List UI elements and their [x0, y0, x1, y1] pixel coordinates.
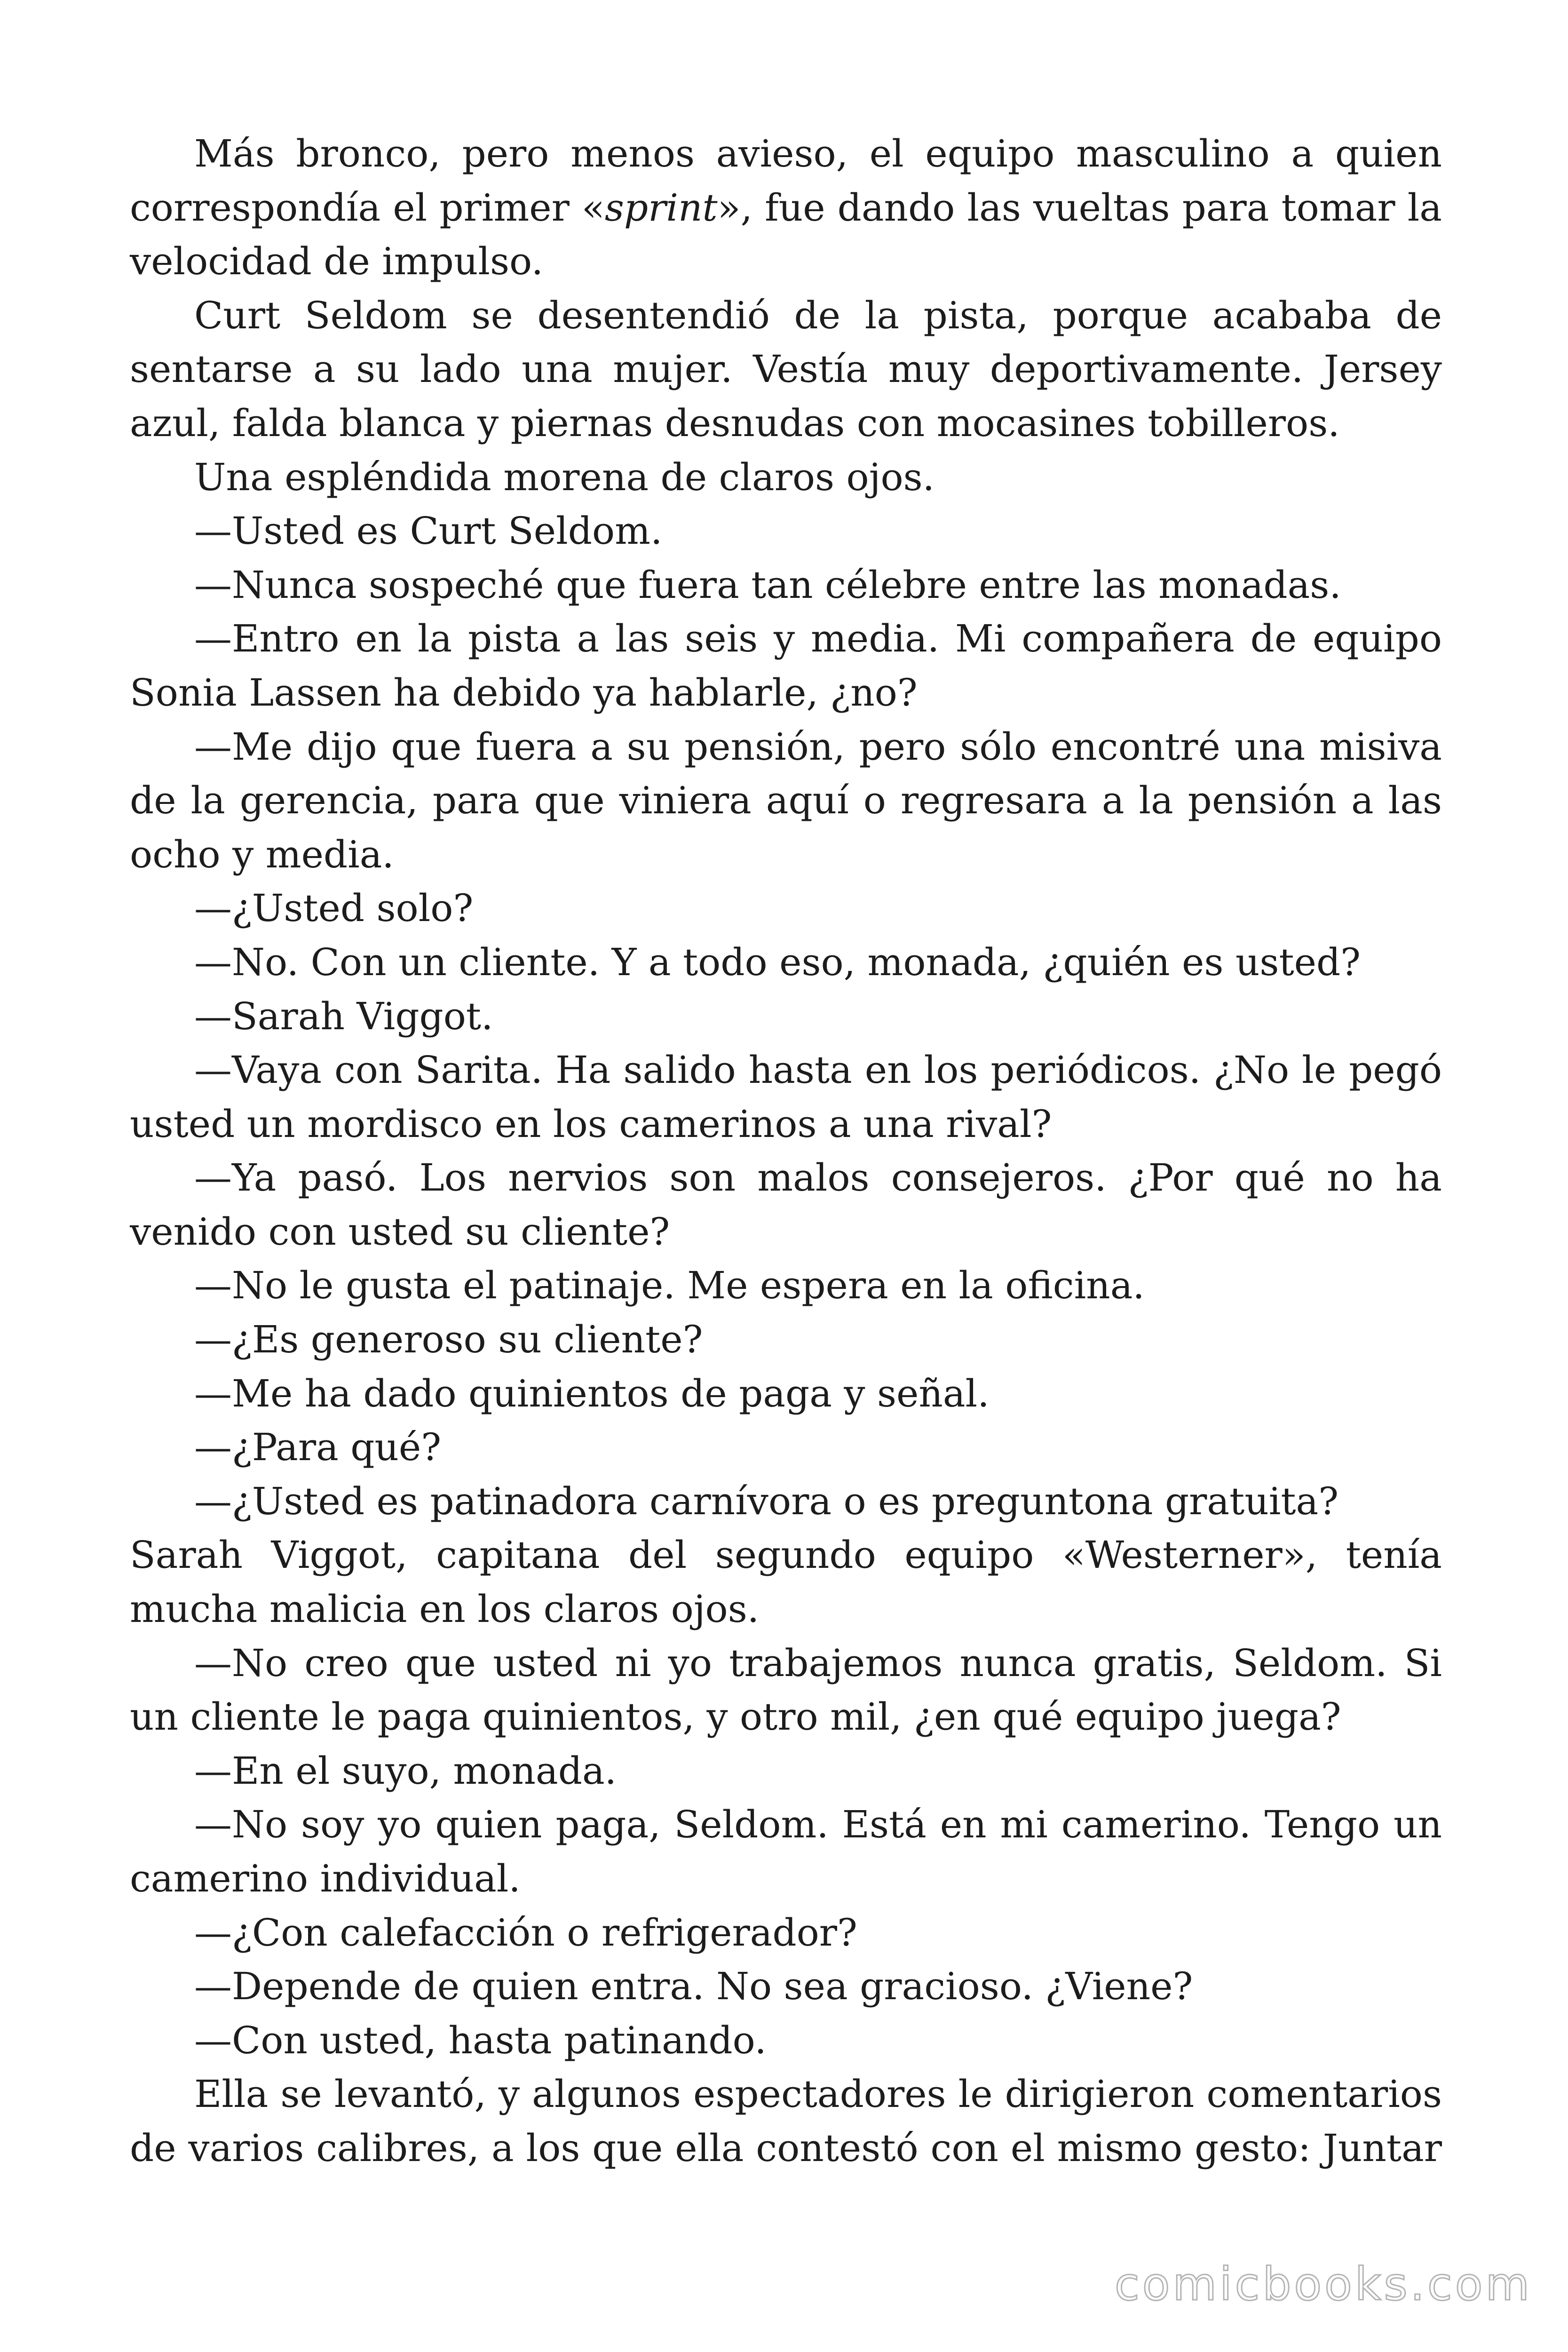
- paragraph: Más bronco, pero menos avieso, el equipo masculino a quien correspondía el primer «sprint», fue dando las vueltas para tomar la velocidad de impulso.: [130, 132, 1442, 284]
- paragraph: —Nunca sospeché que fuera tan célebre entre las monadas.: [194, 563, 1341, 607]
- paragraph: Sarah Viggot, capitana del segundo equipo «Westerner», tenía mucha malicia en los claros ojos.: [130, 1533, 1442, 1631]
- body-text: [130, 127, 1442, 2176]
- paragraph: —Entro en la pista a las seis y media. Mi compañera de equipo Sonia Lassen ha debido ya hablarle, ¿no?: [130, 617, 1442, 715]
- paragraph: —¿Usted solo?: [194, 886, 474, 930]
- paragraph: —¿Usted es patinadora carnívora o es preguntona gratuita?: [194, 1479, 1339, 1523]
- paragraph: —No soy yo quien paga, Seldom. Está en mi camerino. Tengo un camerino individual.: [130, 1803, 1442, 1900]
- italic-word: sprint: [604, 185, 718, 230]
- paragraph: —¿Con calefacción o refrigerador?: [194, 1910, 857, 1955]
- paragraph: —No creo que usted ni yo trabajemos nunca gratis, Seldom. Si un cliente le paga quinientos, y otro mil, ¿en qué equipo juega?: [130, 1641, 1442, 1739]
- paragraph: Ella se levantó, y algunos espectadores le dirigieron comentarios de varios calibres, a los que ella contestó con el mismo gesto: Juntar: [130, 2072, 1442, 2170]
- paragraph: —En el suyo, monada.: [194, 1748, 617, 1793]
- paragraph: —Usted es Curt Seldom.: [194, 509, 663, 553]
- paragraph: —Vaya con Sarita. Ha salido hasta en los periódicos. ¿No le pegó usted un mordisco en los camerinos a una rival?: [130, 1048, 1442, 1146]
- paragraph: —Me dijo que fuera a su pensión, pero sólo encontré una misiva de la gerencia, para que viniera aquí o regresara a la pensión a las ocho y media.: [130, 724, 1442, 876]
- paragraph: —Depende de quien entra. No sea gracioso. ¿Viene?: [194, 1964, 1193, 2009]
- paragraph: —No. Con un cliente. Y a todo eso, monada, ¿quién es usted?: [194, 940, 1361, 984]
- paragraph: —No le gusta el patinaje. Me espera en la oficina.: [194, 1263, 1145, 1308]
- paragraph: —¿Es generoso su cliente?: [194, 1318, 703, 1362]
- paragraph: —Con usted, hasta patinando.: [194, 2018, 767, 2062]
- paragraph: —Sarah Viggot.: [194, 994, 493, 1038]
- watermark: comicbooks.com: [1114, 2258, 1532, 2311]
- paragraph: Una espléndida morena de claros ojos.: [194, 455, 935, 499]
- paragraph: Curt Seldom se desentendió de la pista, porque acababa de sentarse a su lado una mujer. Vestía muy deportivamente. Jersey azul, falda blanca y piernas desnudas con mocasines tobilleros.: [130, 293, 1442, 445]
- paragraph: —Me ha dado quinientos de paga y señal.: [194, 1371, 990, 1415]
- paragraph: —Ya pasó. Los nervios son malos consejeros. ¿Por qué no ha venido con usted su cliente?: [130, 1156, 1442, 1254]
- paragraph: —¿Para qué?: [194, 1425, 442, 1470]
